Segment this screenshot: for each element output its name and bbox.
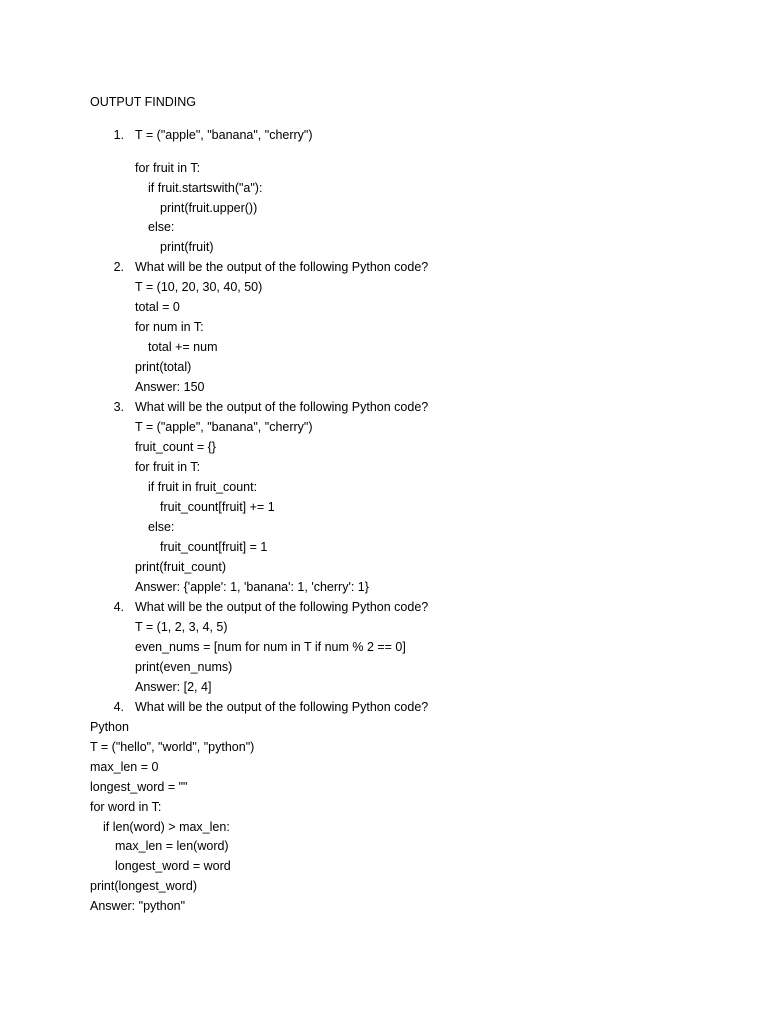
- question-2-line-5: total += num: [148, 340, 218, 354]
- question-1-line-1: T = ("apple", "banana", "cherry"): [135, 128, 313, 142]
- question-1-line-4: print(fruit.upper()): [160, 201, 258, 215]
- question-5-number: 4.: [113, 700, 124, 714]
- question-2-line-6: print(total): [135, 360, 192, 374]
- question-4-line-1: What will be the output of the following Python code?: [135, 600, 429, 614]
- question-3-line-9: print(fruit_count): [135, 560, 227, 574]
- question-3-line-4: for fruit in T:: [135, 460, 201, 474]
- trailing-line-1: Python: [90, 720, 129, 734]
- trailing-line-5: for word in T:: [90, 800, 162, 814]
- question-2-line-2: T = (10, 20, 30, 40, 50): [135, 280, 263, 294]
- trailing-line-2: T = ("hello", "world", "python"): [90, 740, 255, 754]
- question-2-number: 2.: [113, 260, 124, 274]
- question-2-line-4: for num in T:: [135, 320, 204, 334]
- question-1-line-6: print(fruit): [160, 240, 214, 254]
- trailing-line-6: if len(word) > max_len:: [103, 820, 230, 834]
- question-1-line-2: for fruit in T:: [135, 161, 201, 175]
- question-3-line-8: fruit_count[fruit] = 1: [160, 540, 268, 554]
- trailing-line-3: max_len = 0: [90, 760, 159, 774]
- question-3-answer: Answer: {'apple': 1, 'banana': 1, 'cherry': 1}: [135, 580, 369, 594]
- trailing-line-7: max_len = len(word): [115, 839, 229, 853]
- question-3-line-5: if fruit in fruit_count:: [148, 480, 258, 494]
- trailing-line-9: print(longest_word): [90, 879, 197, 893]
- question-3-line-1: What will be the output of the following Python code?: [135, 400, 429, 414]
- question-1-line-5: else:: [148, 220, 175, 234]
- question-3-line-2: T = ("apple", "banana", "cherry"): [135, 420, 313, 434]
- question-3-line-3: fruit_count = {}: [135, 440, 216, 454]
- question-4-line-2: T = (1, 2, 3, 4, 5): [135, 620, 228, 634]
- question-3-number: 3.: [113, 400, 124, 414]
- trailing-line-8: longest_word = word: [115, 859, 231, 873]
- question-3-line-6: fruit_count[fruit] += 1: [160, 500, 275, 514]
- page-title: OUTPUT FINDING: [90, 95, 197, 109]
- trailing-line-4: longest_word = "": [90, 780, 188, 794]
- question-3-line-7: else:: [148, 520, 175, 534]
- question-4-answer: Answer: [2, 4]: [135, 680, 212, 694]
- question-2-line-1: What will be the output of the following Python code?: [135, 260, 429, 274]
- question-5-line-1: What will be the output of the following Python code?: [135, 700, 429, 714]
- question-1-line-3: if fruit.startswith("a"):: [148, 181, 263, 195]
- question-4-number: 4.: [113, 600, 124, 614]
- question-2-line-3: total = 0: [135, 300, 180, 314]
- question-1-number: 1.: [113, 128, 124, 142]
- question-4-line-4: print(even_nums): [135, 660, 233, 674]
- trailing-answer: Answer: "python": [90, 899, 186, 913]
- question-4-line-3: even_nums = [num for num in T if num % 2 == 0]: [135, 640, 406, 654]
- question-2-answer: Answer: 150: [135, 380, 205, 394]
